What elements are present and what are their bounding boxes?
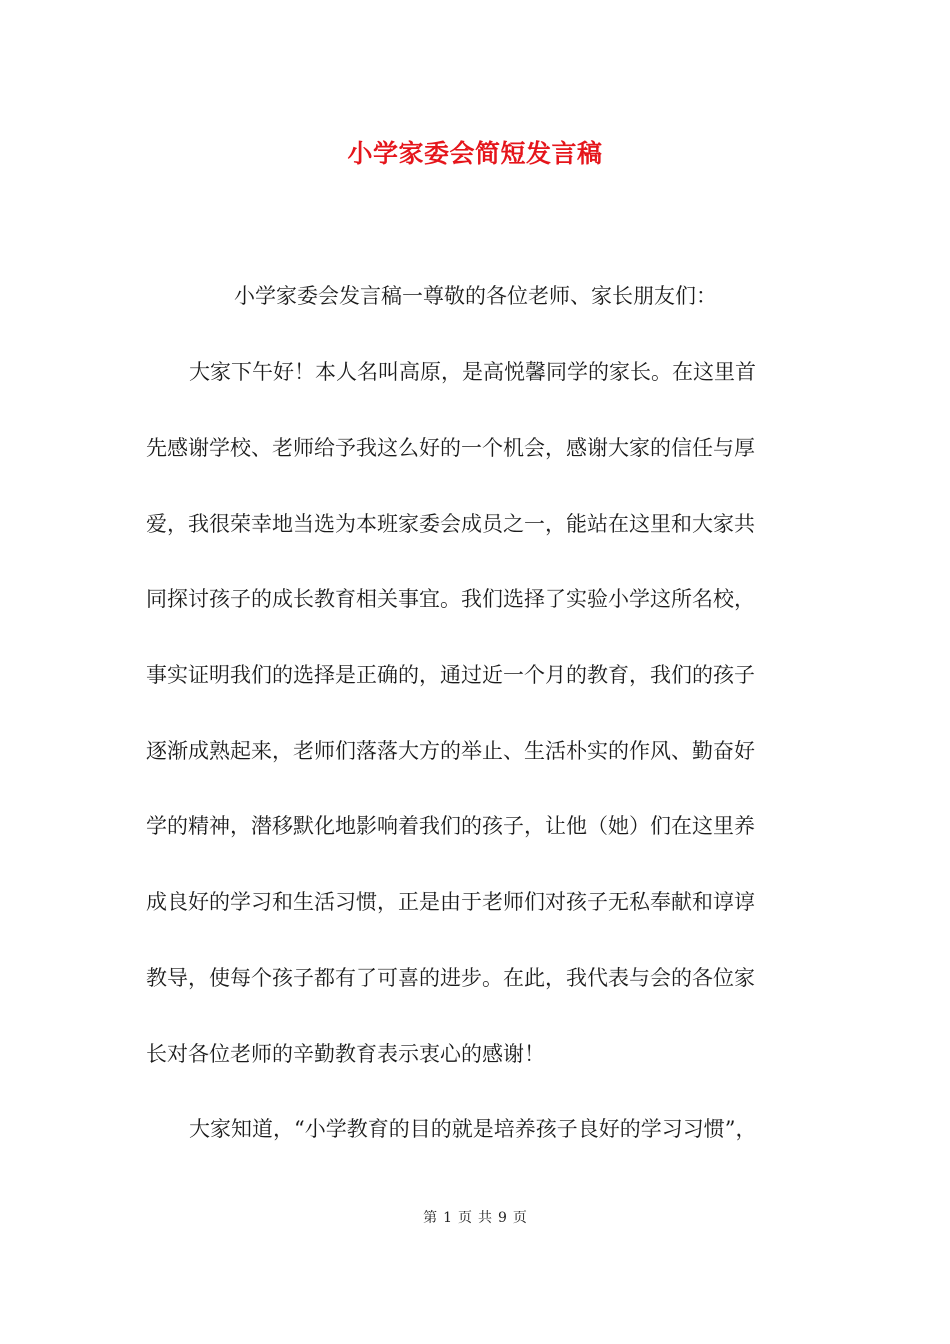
paragraph-line: 同探讨孩子的成长教育相关事宜。我们选择了实验小学这所名校， (146, 587, 755, 611)
page-number-current: 1 (443, 1210, 452, 1226)
paragraph-line: 长对各位老师的辛勤教育表示衷心的感谢！ (146, 1042, 545, 1066)
paragraph-line: 大家下午好！本人名叫高原，是高悦馨同学的家长。在这里首 (189, 360, 756, 384)
footer-label-ye2: 页 (512, 1210, 527, 1226)
footer-label-ye: 页 (458, 1210, 472, 1226)
paragraph-line: 逐渐成熟起来，老师们落落大方的举止、生活朴实的作风、勤奋好 (146, 739, 755, 763)
page-number-total: 9 (498, 1210, 507, 1226)
paragraph-line: 成良好的学习和生活习惯，正是由于老师们对孩子无私奉献和谆谆 (146, 890, 755, 914)
paragraph-line: 先感谢学校、老师给予我这么好的一个机会，感谢大家的信任与厚 (146, 436, 755, 460)
paragraph-line: 事实证明我们的选择是正确的，通过近一个月的教育，我们的孩子 (146, 663, 755, 687)
paragraph-line: 教导，使每个孩子都有了可喜的进步。在此，我代表与会的各位家 (146, 966, 755, 990)
footer-label-gong: 共 (478, 1210, 492, 1226)
footer-label-di: 第 (423, 1210, 438, 1226)
paragraph-line: 学的精神，潜移默化地影响着我们的孩子，让他（她）们在这里养 (146, 814, 755, 838)
document-title: 小学家委会简短发言稿 (347, 139, 603, 168)
page-footer (0, 1208, 950, 1228)
paragraph-line: 小学家委会发言稿一尊敬的各位老师、家长朋友们： (234, 284, 717, 308)
paragraph-line: 爱，我很荣幸地当选为本班家委会成员之一，能站在这里和大家共 (146, 512, 755, 536)
paragraph-line: 大家知道，“小学教育的目的就是培养孩子良好的学习习惯”， (189, 1117, 757, 1141)
